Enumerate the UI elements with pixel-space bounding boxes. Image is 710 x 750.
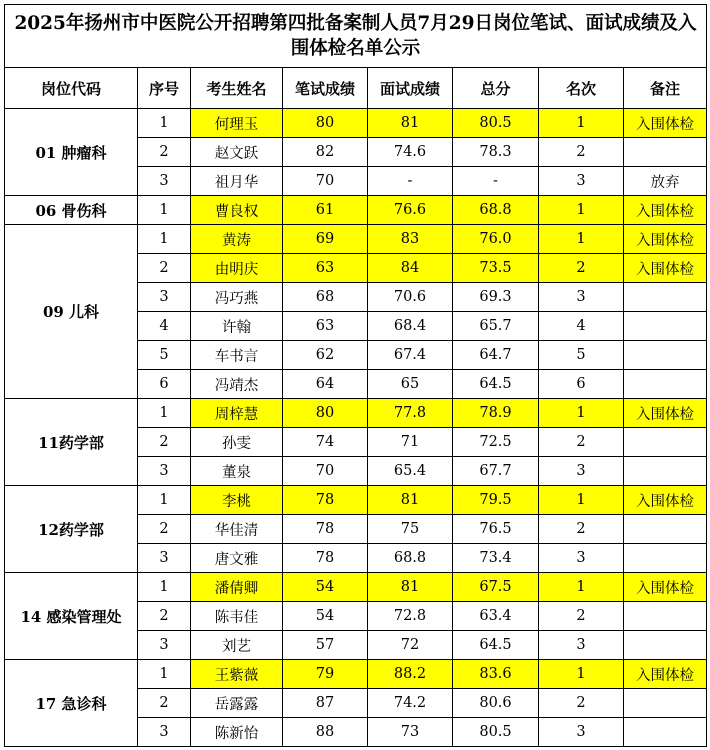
header-position-code: 岗位代码 <box>5 68 138 109</box>
rank: 3 <box>539 631 624 660</box>
document-title: 2025年扬州市中医院公开招聘第四批备案制人员7月29日岗位笔试、面试成绩及入围体检名单公示 <box>5 5 707 68</box>
interview-score: 77.8 <box>368 399 453 428</box>
table-row <box>5 573 707 602</box>
position-code: 09 儿科 <box>5 225 138 399</box>
candidate-name: 车书言 <box>191 341 283 370</box>
candidate-name: 冯巧燕 <box>191 283 283 312</box>
header-row <box>5 68 707 109</box>
remark <box>624 515 707 544</box>
row-index: 3 <box>138 544 191 573</box>
written-score: 80 <box>283 399 368 428</box>
remark <box>624 631 707 660</box>
written-score: 88 <box>283 718 368 747</box>
header-remark: 备注 <box>624 68 707 109</box>
interview-score: 68.8 <box>368 544 453 573</box>
total-score: 67.5 <box>453 573 539 602</box>
row-index: 3 <box>138 718 191 747</box>
total-score: 69.3 <box>453 283 539 312</box>
candidate-name: 岳露露 <box>191 689 283 718</box>
position-code: 12药学部 <box>5 486 138 573</box>
remark <box>624 428 707 457</box>
row-index: 3 <box>138 631 191 660</box>
row-index: 3 <box>138 283 191 312</box>
interview-score: 76.6 <box>368 196 453 225</box>
row-index: 3 <box>138 167 191 196</box>
candidate-name: 何理玉 <box>191 109 283 138</box>
remark: 入围体检 <box>624 486 707 515</box>
interview-score: 83 <box>368 225 453 254</box>
results-document <box>4 4 706 747</box>
rank: 2 <box>539 602 624 631</box>
total-score: 63.4 <box>453 602 539 631</box>
position-code: 11药学部 <box>5 399 138 486</box>
written-score: 70 <box>283 457 368 486</box>
total-score: 64.7 <box>453 341 539 370</box>
row-index: 1 <box>138 109 191 138</box>
total-score: 64.5 <box>453 631 539 660</box>
total-score: 80.6 <box>453 689 539 718</box>
candidate-name: 王紫薇 <box>191 660 283 689</box>
rank: 1 <box>539 573 624 602</box>
rank: 1 <box>539 109 624 138</box>
total-score: 80.5 <box>453 109 539 138</box>
interview-score: 70.6 <box>368 283 453 312</box>
row-index: 4 <box>138 312 191 341</box>
remark <box>624 138 707 167</box>
remark <box>624 689 707 718</box>
written-score: 78 <box>283 544 368 573</box>
results-table <box>4 4 707 747</box>
total-score: 76.0 <box>453 225 539 254</box>
remark: 入围体检 <box>624 399 707 428</box>
position-code: 17 急诊科 <box>5 660 138 747</box>
remark <box>624 457 707 486</box>
row-index: 6 <box>138 370 191 399</box>
candidate-name: 曹良权 <box>191 196 283 225</box>
candidate-name: 刘艺 <box>191 631 283 660</box>
written-score: 63 <box>283 312 368 341</box>
remark: 入围体检 <box>624 660 707 689</box>
remark <box>624 341 707 370</box>
results-body <box>5 109 707 747</box>
table-row <box>5 486 707 515</box>
rank: 3 <box>539 544 624 573</box>
remark <box>624 370 707 399</box>
row-index: 1 <box>138 660 191 689</box>
candidate-name: 冯靖杰 <box>191 370 283 399</box>
interview-score: 88.2 <box>368 660 453 689</box>
interview-score: 72.8 <box>368 602 453 631</box>
remark <box>624 283 707 312</box>
table-row <box>5 660 707 689</box>
written-score: 69 <box>283 225 368 254</box>
interview-score: 81 <box>368 486 453 515</box>
position-code: 06 骨伤科 <box>5 196 138 225</box>
total-score: 73.4 <box>453 544 539 573</box>
written-score: 70 <box>283 167 368 196</box>
written-score: 68 <box>283 283 368 312</box>
rank: 2 <box>539 254 624 283</box>
written-score: 64 <box>283 370 368 399</box>
written-score: 79 <box>283 660 368 689</box>
row-index: 2 <box>138 138 191 167</box>
interview-score: 65 <box>368 370 453 399</box>
written-score: 78 <box>283 515 368 544</box>
rank: 1 <box>539 196 624 225</box>
remark <box>624 312 707 341</box>
written-score: 63 <box>283 254 368 283</box>
header-index: 序号 <box>138 68 191 109</box>
written-score: 82 <box>283 138 368 167</box>
header-candidate-name: 考生姓名 <box>191 68 283 109</box>
row-index: 3 <box>138 457 191 486</box>
interview-score: 67.4 <box>368 341 453 370</box>
candidate-name: 祖月华 <box>191 167 283 196</box>
remark <box>624 544 707 573</box>
interview-score: - <box>368 167 453 196</box>
rank: 1 <box>539 225 624 254</box>
table-row <box>5 399 707 428</box>
row-index: 2 <box>138 689 191 718</box>
interview-score: 84 <box>368 254 453 283</box>
candidate-name: 董泉 <box>191 457 283 486</box>
interview-score: 65.4 <box>368 457 453 486</box>
row-index: 1 <box>138 225 191 254</box>
written-score: 61 <box>283 196 368 225</box>
candidate-name: 李桃 <box>191 486 283 515</box>
written-score: 54 <box>283 602 368 631</box>
candidate-name: 陈新怡 <box>191 718 283 747</box>
rank: 1 <box>539 486 624 515</box>
interview-score: 74.6 <box>368 138 453 167</box>
total-score: 68.8 <box>453 196 539 225</box>
total-score: - <box>453 167 539 196</box>
rank: 2 <box>539 138 624 167</box>
rank: 1 <box>539 399 624 428</box>
remark: 入围体检 <box>624 254 707 283</box>
written-score: 57 <box>283 631 368 660</box>
row-index: 2 <box>138 515 191 544</box>
row-index: 1 <box>138 486 191 515</box>
row-index: 1 <box>138 399 191 428</box>
header-rank: 名次 <box>539 68 624 109</box>
interview-score: 73 <box>368 718 453 747</box>
total-score: 76.5 <box>453 515 539 544</box>
candidate-name: 华佳清 <box>191 515 283 544</box>
rank: 2 <box>539 428 624 457</box>
candidate-name: 赵文跃 <box>191 138 283 167</box>
candidate-name: 孙雯 <box>191 428 283 457</box>
written-score: 62 <box>283 341 368 370</box>
total-score: 65.7 <box>453 312 539 341</box>
total-score: 73.5 <box>453 254 539 283</box>
total-score: 78.9 <box>453 399 539 428</box>
row-index: 2 <box>138 428 191 457</box>
total-score: 78.3 <box>453 138 539 167</box>
table-row <box>5 225 707 254</box>
interview-score: 68.4 <box>368 312 453 341</box>
candidate-name: 陈韦佳 <box>191 602 283 631</box>
rank: 2 <box>539 689 624 718</box>
interview-score: 71 <box>368 428 453 457</box>
table-row <box>5 196 707 225</box>
row-index: 5 <box>138 341 191 370</box>
position-code: 01 肿瘤科 <box>5 109 138 196</box>
candidate-name: 由明庆 <box>191 254 283 283</box>
candidate-name: 黄涛 <box>191 225 283 254</box>
remark <box>624 718 707 747</box>
remark: 入围体检 <box>624 573 707 602</box>
rank: 3 <box>539 718 624 747</box>
total-score: 79.5 <box>453 486 539 515</box>
remark: 放弃 <box>624 167 707 196</box>
row-index: 2 <box>138 602 191 631</box>
remark: 入围体检 <box>624 225 707 254</box>
written-score: 74 <box>283 428 368 457</box>
written-score: 78 <box>283 486 368 515</box>
table-row <box>5 109 707 138</box>
header-written-score: 笔试成绩 <box>283 68 368 109</box>
rank: 3 <box>539 167 624 196</box>
written-score: 87 <box>283 689 368 718</box>
interview-score: 81 <box>368 109 453 138</box>
total-score: 67.7 <box>453 457 539 486</box>
row-index: 1 <box>138 196 191 225</box>
total-score: 80.5 <box>453 718 539 747</box>
written-score: 80 <box>283 109 368 138</box>
remark: 入围体检 <box>624 196 707 225</box>
rank: 3 <box>539 283 624 312</box>
candidate-name: 潘倩卿 <box>191 573 283 602</box>
candidate-name: 唐文雅 <box>191 544 283 573</box>
total-score: 72.5 <box>453 428 539 457</box>
rank: 2 <box>539 515 624 544</box>
remark: 入围体检 <box>624 109 707 138</box>
header-total-score: 总分 <box>453 68 539 109</box>
row-index: 1 <box>138 573 191 602</box>
rank: 6 <box>539 370 624 399</box>
interview-score: 72 <box>368 631 453 660</box>
total-score: 83.6 <box>453 660 539 689</box>
candidate-name: 周梓慧 <box>191 399 283 428</box>
interview-score: 81 <box>368 573 453 602</box>
total-score: 64.5 <box>453 370 539 399</box>
rank: 5 <box>539 341 624 370</box>
interview-score: 74.2 <box>368 689 453 718</box>
rank: 4 <box>539 312 624 341</box>
rank: 1 <box>539 660 624 689</box>
position-code: 14 感染管理处 <box>5 573 138 660</box>
rank: 3 <box>539 457 624 486</box>
interview-score: 75 <box>368 515 453 544</box>
header-interview-score: 面试成绩 <box>368 68 453 109</box>
candidate-name: 许翰 <box>191 312 283 341</box>
written-score: 54 <box>283 573 368 602</box>
row-index: 2 <box>138 254 191 283</box>
remark <box>624 602 707 631</box>
